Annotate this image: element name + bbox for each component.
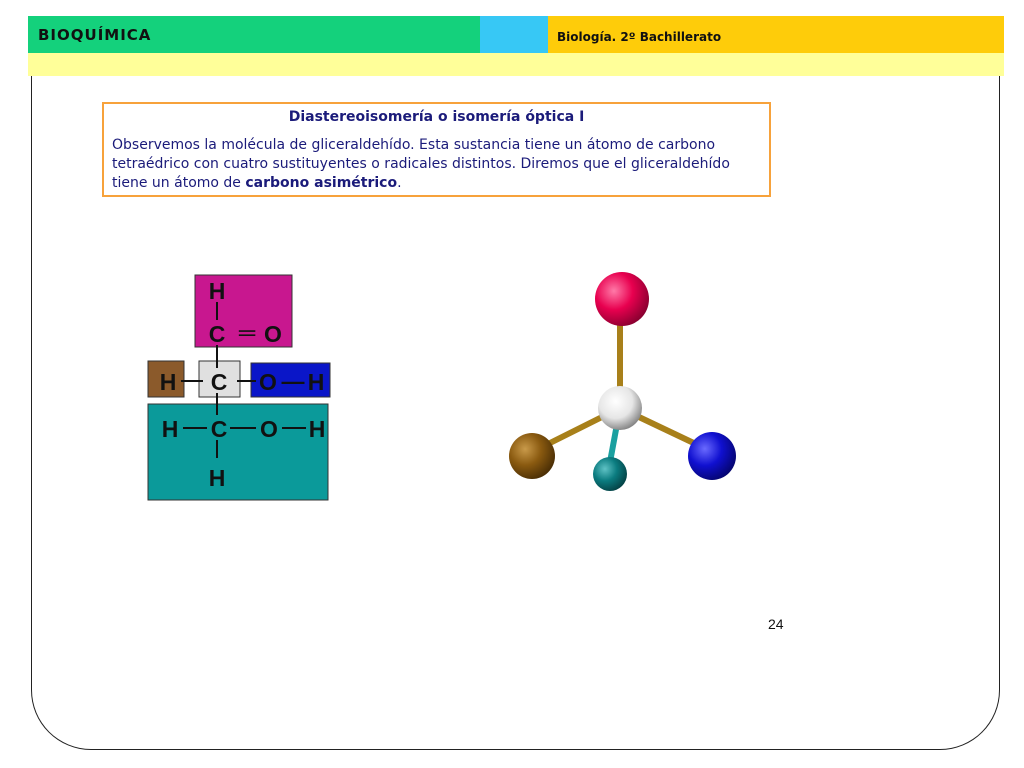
atom-bottom-sphere xyxy=(593,457,627,491)
explanation-bold-term: carbono asimétrico xyxy=(245,175,398,191)
oh-bond: — xyxy=(281,368,305,394)
atom-bot-h-bottom: H xyxy=(208,465,226,491)
header-subtitle: Biología. 2º Bachillerato xyxy=(557,30,722,44)
atom-top-sphere xyxy=(595,272,649,326)
atom-mid-h: H xyxy=(159,369,177,395)
ball-and-stick-model xyxy=(509,272,736,491)
page-number: 24 xyxy=(768,616,784,632)
explanation-period: . xyxy=(397,175,402,191)
header-title: BIOQUÍMICA xyxy=(38,26,152,44)
glyceraldehyde-formula xyxy=(148,275,330,500)
atom-bot-o: O xyxy=(260,416,278,442)
atom-left-sphere xyxy=(509,433,555,479)
atom-center-sphere xyxy=(598,386,642,430)
explanation-title: Diastereoisomería o isomería óptica I xyxy=(288,109,585,125)
atom-mid-oh-h: H xyxy=(307,369,325,395)
explanation-text: Observemos la molécula de gliceraldehído. Esta sustancia tiene un átomo de carbono tetraédrico con cuatro sustituyentes o radicales distintos. Diremos que el gliceraldehído tiene un átomo de xyxy=(112,137,730,191)
atom-bot-h-right: H xyxy=(308,416,326,442)
atom-top-c: C xyxy=(208,321,226,347)
atom-mid-c: C xyxy=(210,369,228,395)
atom-bot-h-left: H xyxy=(161,416,179,442)
atom-bot-c: C xyxy=(210,416,228,442)
atom-top-h: H xyxy=(208,278,226,304)
atom-right-sphere xyxy=(688,432,736,480)
double-bond: ═ xyxy=(238,319,256,345)
atom-top-o: O xyxy=(264,321,282,347)
atom-mid-o: O xyxy=(259,369,277,395)
